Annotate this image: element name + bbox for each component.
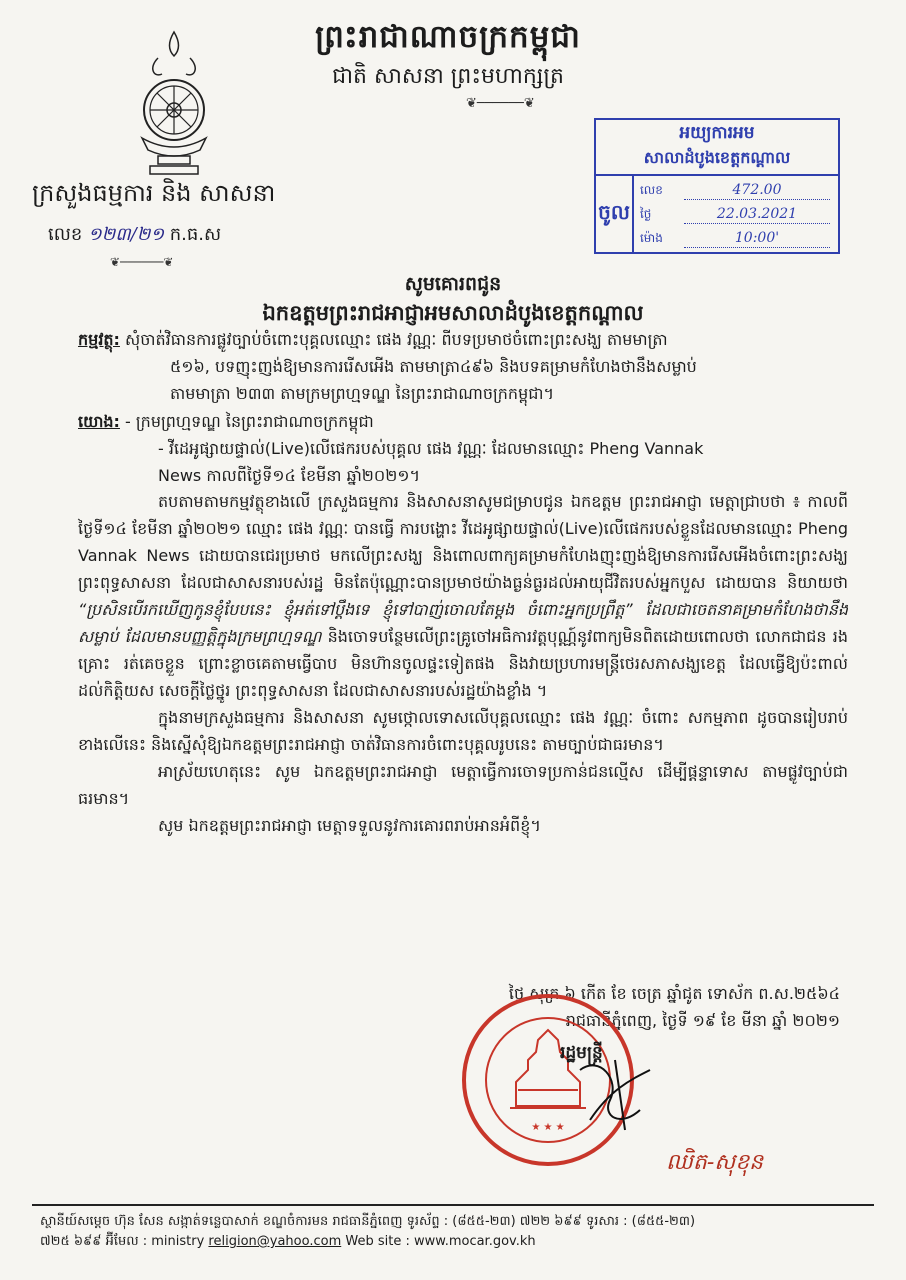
footer-contact	[40, 1212, 870, 1252]
national-motto: ជាតិ សាសនា ព្រះមហាក្សត្រ	[332, 64, 564, 89]
footer-address: ស្ថានីយ៍សម្ដេច ហ៊ុន សែន សង្កាត់ទន្លេបាសាក់ ខណ្ឌចំការមន រាជធានីភ្នំពេញ ទូរស័ព្ទ : (៨៥៥-២៣) ៧២២ ៦៩៩ ទូរសារ : (៨៥៥-២៣)	[40, 1214, 696, 1229]
svg-text:★ ★ ★: ★ ★ ★	[531, 1122, 565, 1133]
signatory-title: រដ្ឋមន្ត្រី	[560, 1043, 603, 1063]
footer-divider	[32, 1204, 874, 1206]
subject-block: កម្មវត្ថុ: សុំចាត់វិធានការផ្លូវច្បាប់ចំពោះបុគ្គលឈ្មោះ ផេង វណ្ណៈ ពីបទប្រមាថចំពោះព្រះសង្ឃ តាមមាត្រា ៥១៦, បទញុះញង់ឱ្យមានការរើសអើង តាមមាត្រា៤៩៦ និងបទគម្រាមកំហែងថានឹងសម្លាប់ តាមមាត្រា ២៣៣ តាមក្រមព្រហ្មទណ្ឌ នៃព្រះរាជាណាចក្រកម្ពុជា។	[78, 330, 697, 403]
city-date: រាជធានីភ្នំពេញ, ថ្ងៃទី ១៩ ខែ មីនា ឆ្នាំ ២០២១	[565, 1011, 840, 1030]
subject-label: កម្មវត្ថុ:	[78, 330, 120, 349]
letter-body	[78, 488, 848, 839]
body-paragraph-3: អាស្រ័យហេតុនេះ សូម ឯកឧត្តមព្រះរាជអាជ្ញា មេត្តាធ្វើការចោទប្រកាន់ជនល្មើស ដើម្បីផ្តន្ទាទោស តាមផ្លូវច្បាប់ជាធរមាន។	[78, 762, 848, 808]
ref-number-handwritten: ១២៣/២១	[88, 224, 164, 245]
ministry-name: ក្រសួងធម្មការ និង សាសនា	[32, 179, 276, 207]
received-stamp	[594, 118, 840, 254]
body-paragraph-2: ក្នុងនាមក្រសួងធម្មការ និងសាសនា សូមថ្កោលទោសលើបុគ្គលឈ្មោះ ផេង វណ្ណៈ ចំពោះ សកម្មភាព ដូចបានរៀបរាប់ខាងលើនេះ និងស្នើសុំឱ្យឯកឧត្តមព្រះរាជអាជ្ញា ចាត់វិធានការចំពោះបុគ្គលរូបនេះ តាមច្បាប់ជាធរមាន។	[78, 708, 848, 754]
stamp-row-date: ថ្ងៃ 22.03.2021	[640, 206, 830, 224]
reference-number: លេខ ១២៣/២១ ក.ធ.ស	[48, 224, 222, 245]
stamp-received-label: ចូល	[596, 176, 634, 252]
references-label: យោង:	[78, 412, 120, 431]
stamp-office: អយ្យការអម	[679, 123, 755, 143]
stamp-row-number: លេខ 472.00	[640, 182, 830, 200]
quoted-threat: “ប្រសិនបើរកឃើញកូនខ្ញុំបែបនេះ ខ្ញុំអត់ទៅប្តឹងទេ ខ្ញុំទៅបាញ់ចោលតែម្តង ចំពោះអ្នកប្រព្រឹត្ត” ដែលជាចេតនាគម្រាមកំហែងថានឹងសម្លាប់ ដែលមានបញ្ញត្តិក្នុងក្រមព្រហ្មទណ្ឌ	[78, 600, 848, 646]
body-paragraph-1: តបតាមតាមកម្មវត្ថុខាងលើ ក្រសួងធម្មការ និងសាសនាសូមជម្រាបជូន ឯកឧត្តម ព្រះរាជអាជ្ញា មេត្តាជ្រាបថា ៖ កាលពីថ្ងៃទី១៤ ខែមីនា ឆ្នាំ២០២១ ឈ្មោះ ផេង វណ្ណៈ បានធ្វើ ការបង្ហោះ វីដេអូផ្សាយផ្ទាល់(Live)លើផេករបស់ខ្លួនដែលមានឈ្មោះ Pheng Vannak News ដោយបានជេរប្រមាថ មកលើព្រះសង្ឃ និងពោលពាក្យគម្រាមកំហែងញុះញង់ឱ្យមានការរើសអើងចំពោះព្រះសង្ឃ ព្រះពុទ្ធសាសនា ដែលជាសាសនារបស់រដ្ឋ មិនតែប៉ុណ្ណោះបានប្រមាថយ៉ាងធ្ងន់ធ្ងរដល់អាយុជីវិតរបស់អ្នកបួស ដោយបាន និយាយថា “ប្រសិនបើរកឃើញកូនខ្ញុំបែបនេះ ខ្ញុំអត់ទៅប្តឹងទេ ខ្ញុំទៅបាញ់ចោលតែម្តង ចំពោះអ្នកប្រព្រឹត្ត” ដែលជាចេតនាគម្រាមកំហែងថានឹងសម្លាប់ ដែលមានបញ្ញត្តិក្នុងក្រមព្រហ្មទណ្ឌ និងចោទបន្ថែមលើព្រះគ្រូចៅអធិការវត្តបុណ្ណ៍នូវពាក្យមិនពិតដោយពោលថា លោកជាជន រងគ្រោះ រត់គេចខ្លួន ព្រោះខ្លាចគេតាមធ្វើបាប មិនហ៊ានចូលផ្ទះទៀតផង និងវាយប្រហារមន្ត្រីថេរសភាសង្ឃខេត្ត ដែលធ្វើឱ្យប៉ះពាល់ដល់កិត្តិយស សេចក្តីថ្លៃថ្នូរ ព្រះពុទ្ធសាសនា ដែលជាសាសនារបស់រដ្ឋយ៉ាងខ្លាំង ។	[78, 492, 848, 700]
recipient: ឯកឧត្តមព្រះរាជអាជ្ញាអមសាលាដំបូងខេត្តកណ្តាល	[262, 301, 644, 325]
footer-line-2: ៧២៥ ៦៩៩ អ៊ីមែល : ministry religion@yahoo.com Web site : www.mocar.gov.kh	[40, 1234, 536, 1249]
references-block: យោង: - ក្រមព្រហ្មទណ្ឌ នៃព្រះរាជាណាចក្រកម្ពុជា - វីដេអូផ្សាយផ្ទាល់(Live)លើផេករបស់បុគ្គល ផេង វណ្ណៈ ដែលមានឈ្មោះ Pheng Vannak News កាលពីថ្ងៃទី១៤ ខែមីនា ឆ្នាំ២០២១។	[78, 412, 704, 485]
motto-ornament: ❦──────❦	[466, 96, 535, 111]
salutation: សូមគោរពជូន	[404, 273, 502, 295]
signatory-name: ឈិត-សុខុន	[666, 1150, 764, 1175]
stamp-court: សាលាដំបូងខេត្តកណ្ដាល	[643, 148, 791, 167]
kingdom-title: ព្រះរាជាណាចក្រកម្ពុជា	[315, 19, 581, 55]
stamp-row-time: ម៉ោង 10:00'	[640, 230, 830, 248]
body-paragraph-4: សូម ឯកឧត្តមព្រះរាជអាជ្ញា មេត្តាទទួលនូវការគោរពរាប់អានអំពីខ្ញុំ។	[158, 816, 541, 835]
ministry-ornament: ❦──────❦	[110, 255, 174, 269]
lunar-date: ថ្ងៃ សុក្រ ៦ កើត ខែ ចេត្រ ឆ្នាំជូត ទោស័ក ព.ស.២៥៦៤	[508, 984, 840, 1003]
email-link[interactable]: religion@yahoo.com	[208, 1234, 342, 1249]
website-link[interactable]: www.mocar.gov.kh	[413, 1234, 536, 1249]
handwritten-signature-icon	[570, 1050, 660, 1140]
